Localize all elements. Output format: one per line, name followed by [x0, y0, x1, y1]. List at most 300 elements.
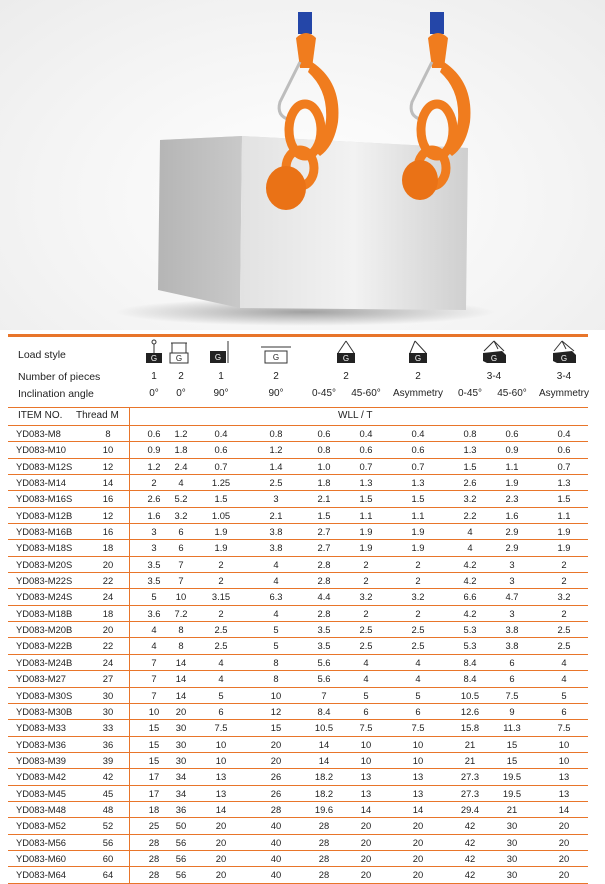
svg-text:G: G — [560, 354, 568, 363]
thread-cell: 39 — [102, 754, 114, 766]
thread-cell: 18 — [102, 607, 114, 619]
wll-cell: 4 — [178, 477, 184, 489]
angle-value: 0° — [176, 388, 186, 399]
svg-text:G: G — [414, 354, 422, 363]
table-row — [8, 867, 588, 883]
wll-cell: 6 — [218, 705, 224, 717]
wll-cell: 4 — [273, 575, 279, 587]
wll-cell: 20 — [558, 869, 570, 881]
wll-cell: 18.2 — [314, 787, 334, 799]
item-no-cell: YD083-M30S — [16, 689, 73, 701]
wll-cell: 20 — [412, 820, 424, 832]
wll-cell: 7 — [178, 558, 184, 570]
wll-cell: 20 — [412, 836, 424, 848]
thread-cell: 60 — [102, 852, 114, 864]
thread-cell: 22 — [102, 640, 114, 652]
wll-cell: 8 — [273, 673, 279, 685]
wll-cell: 18.2 — [314, 771, 334, 783]
wll-cell: 13 — [360, 771, 372, 783]
wll-cell: 20 — [558, 820, 570, 832]
wll-cell: 4 — [363, 673, 369, 685]
load-style-label: Load style — [18, 349, 66, 361]
wll-cell: 8 — [178, 624, 184, 636]
wll-cell: 12 — [270, 705, 282, 717]
wll-cell: 1.0 — [317, 460, 331, 472]
thread-cell: 42 — [102, 771, 114, 783]
thread-cell: 8 — [105, 428, 111, 439]
table-row — [8, 720, 588, 736]
wll-cell: 21 — [506, 803, 518, 815]
wll-cell: 1.9 — [359, 526, 373, 538]
wll-cell: 56 — [175, 852, 187, 864]
wll-cell: 10 — [215, 738, 227, 750]
thread-cell: 36 — [102, 738, 114, 750]
wll-cell: 1.9 — [214, 526, 228, 538]
wll-cell: 1.5 — [359, 493, 373, 505]
wll-cell: 20 — [215, 836, 227, 848]
thread-cell: 52 — [102, 820, 114, 832]
wll-cell: 40 — [270, 836, 282, 848]
wll-cell: 2.8 — [317, 607, 331, 619]
wll-cell: 4.2 — [463, 558, 477, 570]
wll-cell: 3.2 — [557, 591, 571, 603]
wll-cell: 13 — [412, 787, 424, 799]
wll-cell: 3 — [151, 542, 157, 554]
table-row — [8, 622, 588, 638]
thread-cell: 48 — [102, 803, 114, 815]
wll-cell: 4 — [151, 624, 157, 636]
wll-cell: 2.9 — [505, 526, 519, 538]
item-no-cell: YD083-M10 — [16, 444, 67, 456]
wll-cell: 7.2 — [174, 607, 188, 619]
item-no-cell: YD083-M8 — [16, 428, 61, 439]
wll-cell: 0.6 — [214, 444, 228, 456]
wll-cell: 28 — [318, 869, 330, 881]
wll-cell: 5 — [218, 689, 224, 701]
wll-cell: 1.6 — [147, 509, 161, 521]
wll-cell: 4.7 — [505, 591, 519, 603]
item-no-cell: YD083-M52 — [16, 820, 67, 832]
wll-cell: 1.8 — [317, 477, 331, 489]
item-no-cell: YD083-M60 — [16, 852, 67, 864]
item-no-cell: YD083-M42 — [16, 771, 67, 783]
wll-cell: 30 — [506, 836, 518, 848]
single-vertical-icon — [143, 339, 165, 368]
wll-cell: 5 — [273, 624, 279, 636]
wll-cell: 7 — [178, 575, 184, 587]
wll-cell: 3.2 — [463, 493, 477, 505]
thread-cell: 64 — [102, 869, 114, 881]
item-no-cell: YD083-M33 — [16, 722, 67, 734]
wll-cell: 1.9 — [359, 542, 373, 554]
wll-cell: 42 — [464, 836, 476, 848]
wll-cell: 21 — [464, 738, 476, 750]
wll-cell: 13 — [558, 787, 570, 799]
wll-cell: 20 — [360, 852, 372, 864]
wll-cell: 20 — [215, 852, 227, 864]
wll-cell: 1.9 — [411, 542, 425, 554]
table-row — [8, 851, 588, 867]
wll-cell: 2 — [218, 575, 224, 587]
pieces-value: 3-4 — [486, 371, 502, 382]
pieces-value: 2 — [415, 371, 421, 382]
wll-cell: 5 — [151, 591, 157, 603]
wll-cell: 8.4 — [463, 656, 477, 668]
wll-cell: 27.3 — [460, 771, 480, 783]
wll-cell: 14 — [175, 673, 187, 685]
wll-cell: 7.5 — [505, 689, 519, 701]
double-side-icon — [259, 339, 293, 368]
wll-cell: 5 — [273, 640, 279, 652]
wll-cell: 50 — [175, 820, 187, 832]
wll-cell: 7.5 — [411, 722, 425, 734]
single-side-icon — [208, 339, 234, 368]
wll-cell: 1.5 — [411, 493, 425, 505]
wll-cell: 0.6 — [359, 444, 373, 456]
wll-cell: 2.5 — [359, 624, 373, 636]
wll-cell: 30 — [175, 754, 187, 766]
table-row — [8, 459, 588, 475]
wll-cell: 2.5 — [411, 624, 425, 636]
wll-cell: 2.1 — [317, 493, 331, 505]
angle-value: Asymmetry — [539, 388, 589, 399]
wll-cell: 3.8 — [269, 526, 283, 538]
wll-cell: 3.5 — [147, 558, 161, 570]
pieces-value: 2 — [178, 371, 184, 382]
angle-value: 90° — [213, 388, 229, 399]
thread-cell: 12 — [102, 460, 114, 472]
wll-cell: 2.5 — [214, 624, 228, 636]
wll-cell: 15 — [270, 722, 282, 734]
wll-cell: 40 — [270, 869, 282, 881]
wll-cell: 3 — [509, 607, 515, 619]
wll-cell: 5.2 — [174, 493, 188, 505]
wll-cell: 1.2 — [174, 428, 188, 439]
wll-cell: 20 — [215, 869, 227, 881]
item-no-cell: YD083-M48 — [16, 803, 67, 815]
wll-cell: 1.1 — [557, 509, 571, 521]
angle-value: 45-60° — [497, 388, 527, 399]
thread-cell: 20 — [102, 558, 114, 570]
wll-cell: 30 — [506, 869, 518, 881]
item-no-cell: YD083-M24B — [16, 656, 73, 668]
wll-cell: 19.5 — [502, 771, 522, 783]
item-no-cell: YD083-M20S — [16, 558, 73, 570]
wll-cell: 1.1 — [359, 509, 373, 521]
wll-cell: 12.6 — [460, 705, 480, 717]
svg-text:G: G — [175, 354, 183, 363]
wll-cell: 14 — [360, 803, 372, 815]
wll-cell: 9 — [509, 705, 515, 717]
wll-cell: 1.9 — [214, 542, 228, 554]
wll-cell: 1.3 — [411, 477, 425, 489]
wll-cell: 19.6 — [314, 803, 334, 815]
wll-cell: 2.7 — [317, 526, 331, 538]
wll-cell: 0.6 — [147, 428, 161, 439]
wll-cell: 15 — [506, 738, 518, 750]
wll-cell: 4.2 — [463, 607, 477, 619]
wll-cell: 3.5 — [317, 640, 331, 652]
wll-cell: 2.8 — [317, 558, 331, 570]
wll-cell: 56 — [175, 869, 187, 881]
wll-cell: 2 — [218, 607, 224, 619]
thread-cell: 18 — [102, 542, 114, 554]
wll-cell: 0.8 — [463, 428, 477, 439]
table-row — [8, 475, 588, 491]
wll-cell: 0.6 — [317, 428, 331, 439]
wll-cell: 10 — [215, 754, 227, 766]
two-leg-asym-icon — [406, 339, 430, 368]
wll-cell: 4 — [415, 656, 421, 668]
wll-cell: 29.4 — [460, 803, 480, 815]
table-row — [8, 638, 588, 654]
wll-cell: 1.5 — [557, 493, 571, 505]
table-row — [8, 802, 588, 818]
wll-cell: 6.6 — [463, 591, 477, 603]
angle-value: 90° — [268, 388, 284, 399]
wll-cell: 13 — [215, 771, 227, 783]
wll-cell: 1.3 — [557, 477, 571, 489]
thread-cell: 16 — [102, 526, 114, 538]
wll-cell: 18 — [148, 803, 160, 815]
wll-cell: 4 — [467, 542, 473, 554]
wll-cell: 2.5 — [411, 640, 425, 652]
item-no-cell: YD083-M56 — [16, 836, 67, 848]
wll-cell: 4 — [561, 673, 567, 685]
wll-cell: 30 — [175, 738, 187, 750]
item-no-cell: YD083-M27 — [16, 673, 67, 685]
item-no-cell: YD083-M20B — [16, 624, 73, 636]
wll-cell: 10.5 — [460, 689, 480, 701]
wll-cell: 6 — [178, 542, 184, 554]
table-row — [8, 704, 588, 720]
thread-cell: 24 — [102, 591, 114, 603]
wll-cell: 8 — [178, 640, 184, 652]
wll-cell: 11.3 — [503, 722, 521, 734]
double-vertical-icon — [167, 339, 191, 368]
wll-cell: 20 — [215, 820, 227, 832]
wll-cell: 2.4 — [174, 460, 188, 472]
wll-cell: 5.3 — [463, 624, 477, 636]
wll-cell: 1.9 — [505, 477, 519, 489]
wll-cell: 6 — [415, 705, 421, 717]
wll-cell: 2.5 — [359, 640, 373, 652]
wll-cell: 0.6 — [557, 444, 571, 456]
angle-value: 0-45° — [457, 388, 483, 399]
wll-cell: 4 — [218, 673, 224, 685]
wll-cell: 5 — [363, 689, 369, 701]
item-no-cell: YD083-M36 — [16, 738, 67, 750]
wll-cell: 6 — [561, 705, 567, 717]
wll-cell: 4 — [363, 656, 369, 668]
table-row — [8, 557, 588, 573]
wll-cell: 7 — [151, 673, 157, 685]
item-no-cell: YD083-M64 — [16, 869, 67, 881]
wll-cell: 2.5 — [214, 640, 228, 652]
wll-cell: 2.3 — [505, 493, 519, 505]
wll-cell: 27.3 — [460, 787, 480, 799]
wll-cell: 2 — [415, 575, 421, 587]
wll-cell: 3.5 — [317, 624, 331, 636]
wll-cell: 20 — [412, 869, 424, 881]
angle-label: Inclination angle — [18, 388, 94, 400]
wll-cell: 10 — [412, 754, 424, 766]
wll-cell: 42 — [464, 852, 476, 864]
wll-cell: 2.2 — [463, 509, 477, 521]
wll-cell: 3.6 — [147, 607, 161, 619]
wll-cell: 0.4 — [557, 428, 571, 439]
item-no-header: ITEM NO. — [18, 410, 63, 421]
item-no-cell: YD083-M16B — [16, 526, 73, 538]
wll-cell: 2 — [415, 607, 421, 619]
wll-cell: 14 — [412, 803, 424, 815]
wll-cell: 1.4 — [269, 460, 283, 472]
wll-cell: 4 — [467, 526, 473, 538]
wll-cell: 3.15 — [211, 591, 231, 603]
wll-cell: 0.4 — [411, 428, 425, 439]
pieces-value: 2 — [343, 371, 349, 382]
wll-cell: 34 — [175, 771, 187, 783]
wll-cell: 42 — [464, 869, 476, 881]
wll-cell: 15 — [506, 754, 518, 766]
wll-cell: 13 — [558, 771, 570, 783]
wll-cell: 1.9 — [557, 526, 571, 538]
wll-cell: 28 — [270, 803, 282, 815]
wll-cell: 2 — [151, 477, 157, 489]
wll-cell: 5.3 — [463, 640, 477, 652]
wll-cell: 3.8 — [505, 624, 519, 636]
thread-cell: 27 — [102, 673, 114, 685]
wll-cell: 14 — [558, 803, 570, 815]
thread-cell: 22 — [102, 575, 114, 587]
svg-text:G: G — [150, 354, 158, 363]
wll-cell: 15.8 — [460, 722, 480, 734]
wll-cell: 28 — [318, 836, 330, 848]
wll-cell: 2.6 — [463, 477, 477, 489]
wll-cell: 17 — [148, 787, 160, 799]
wll-cell: 30 — [175, 722, 187, 734]
wll-cell: 0.6 — [505, 428, 519, 439]
item-no-cell: YD083-M24S — [16, 591, 73, 603]
thread-cell: 24 — [102, 656, 114, 668]
wll-cell: 20 — [360, 869, 372, 881]
wll-cell: 7.5 — [557, 722, 571, 734]
wll-cell: 10 — [558, 738, 570, 750]
wll-cell: 2 — [561, 607, 567, 619]
table-row — [8, 573, 588, 589]
wll-cell: 20 — [412, 852, 424, 864]
wll-cell: 6.3 — [269, 591, 283, 603]
wll-cell: 7.5 — [214, 722, 228, 734]
table-row — [8, 737, 588, 753]
wll-cell: 0.8 — [269, 428, 283, 439]
wll-cell: 20 — [270, 754, 282, 766]
wll-cell: 5 — [415, 689, 421, 701]
pieces-label: Number of pieces — [18, 371, 101, 383]
table-row — [8, 491, 588, 507]
table-body — [8, 426, 588, 884]
wll-cell: 6 — [178, 526, 184, 538]
wll-cell: 2 — [363, 607, 369, 619]
wll-cell: 0.7 — [411, 460, 425, 472]
thread-cell: 33 — [102, 722, 114, 734]
wll-cell: 14 — [215, 803, 227, 815]
thread-cell: 45 — [102, 787, 114, 799]
wll-cell: 0.7 — [557, 460, 571, 472]
wll-cell: 30 — [506, 852, 518, 864]
wll-cell: 10 — [360, 754, 372, 766]
wll-cell: 1.2 — [147, 460, 161, 472]
wll-cell: 8 — [273, 656, 279, 668]
pieces-value: 1 — [218, 371, 224, 382]
wll-cell: 3 — [509, 575, 515, 587]
wll-cell: 17 — [148, 771, 160, 783]
item-no-cell: YD083-M12B — [16, 509, 73, 521]
thread-cell: 20 — [102, 624, 114, 636]
wll-cell: 15 — [148, 754, 160, 766]
wll-cell: 40 — [270, 820, 282, 832]
wll-cell: 2.5 — [557, 624, 571, 636]
item-no-cell: YD083-M18B — [16, 607, 73, 619]
wll-cell: 3.2 — [411, 591, 425, 603]
wll-cell: 1.9 — [557, 542, 571, 554]
wll-cell: 3 — [273, 493, 279, 505]
wll-cell: 1.2 — [269, 444, 283, 456]
table-header — [8, 337, 588, 407]
wll-cell: 28 — [148, 836, 160, 848]
wll-cell: 2 — [363, 558, 369, 570]
item-no-cell: YD083-M39 — [16, 754, 67, 766]
wll-cell: 14 — [318, 738, 330, 750]
wll-cell: 2.6 — [147, 493, 161, 505]
svg-text:G: G — [490, 354, 498, 363]
multi-leg-sling-icon — [480, 339, 508, 368]
item-no-cell: YD083-M14 — [16, 477, 67, 489]
wll-cell: 20 — [360, 836, 372, 848]
wll-cell: 1.1 — [411, 509, 425, 521]
table-row — [8, 655, 588, 671]
wll-cell: 10 — [360, 738, 372, 750]
item-no-cell: YD083-M30B — [16, 705, 73, 717]
wll-cell: 5.6 — [317, 656, 331, 668]
item-no-cell: YD083-M16S — [16, 493, 73, 505]
wll-cell: 3 — [509, 558, 515, 570]
item-no-cell: YD083-M12S — [16, 460, 73, 472]
wll-cell: 3.8 — [505, 640, 519, 652]
wll-cell: 28 — [318, 852, 330, 864]
wll-cell: 10 — [558, 754, 570, 766]
product-photo — [0, 0, 605, 330]
wll-cell: 28 — [148, 852, 160, 864]
wll-cell: 14 — [318, 754, 330, 766]
table-row — [8, 786, 588, 802]
wll-cell: 1.3 — [463, 444, 477, 456]
table-row — [8, 606, 588, 622]
wll-cell: 2.9 — [505, 542, 519, 554]
wll-cell: 4 — [273, 607, 279, 619]
wll-cell: 2.1 — [269, 509, 283, 521]
wll-cell: 7 — [151, 656, 157, 668]
wll-cell: 2.5 — [269, 477, 283, 489]
wll-cell: 4 — [151, 640, 157, 652]
pieces-value: 1 — [151, 371, 157, 382]
angle-value: Asymmetry — [393, 388, 443, 399]
wll-cell: 1.8 — [174, 444, 188, 456]
wll-cell: 1.1 — [505, 460, 519, 472]
table-row — [8, 540, 588, 556]
wll-cell: 10 — [175, 591, 187, 603]
wll-cell: 4.2 — [463, 575, 477, 587]
